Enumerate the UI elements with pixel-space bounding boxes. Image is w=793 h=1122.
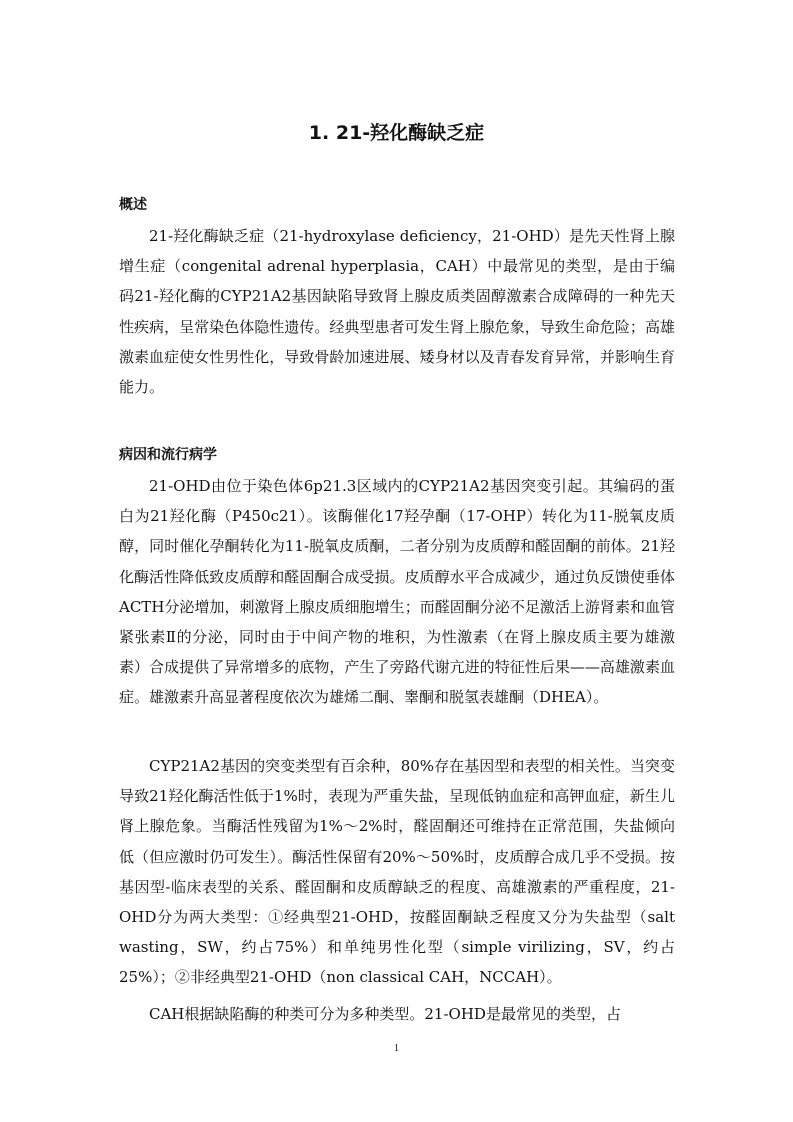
section-heading-overview: 概述	[119, 197, 147, 213]
page-title: 1. 21-羟化酶缺乏症	[308, 122, 485, 144]
page-number: 1	[394, 1043, 399, 1054]
etiology-paragraph-3: CAH根据缺陷酶的种类可分为多种类型。21-OHD是最常见的类型，占	[149, 1005, 621, 1023]
section-heading-etiology: 病因和流行病学	[119, 447, 217, 463]
overview-paragraph: 21-羟化酶缺乏症（21-hydroxylase deficiency，21-OHD）是先天性肾上腺增生症（congenital adrenal hyperplasia，CAH）中最常见的类型，是由于编码21-羟化酶的CYP21A2基因缺陷导致肾上腺皮质类固醇激素合成障碍的一种先天性疾病，呈常染色体隐性遗传。经典型患者可发生肾上腺危象，导致生命危险；高雄激素血症使女性男性化，导致骨龄加速进展、矮身材以及青春发育异常，并影响生育能力。	[119, 227, 675, 397]
etiology-paragraph-1: 21-OHD由位于染色体6p21.3区域内的CYP21A2基因突变引起。其编码的蛋白为21羟化酶（P450c21）。该酶催化17羟孕酮（17-OHP）转化为11-脱氧皮质醇，同时催化孕酮转化为11-脱氧皮质酮，二者分别为皮质醇和醛固酮的前体。21羟化酶活性降低致皮质醇和醛固酮合成受损。皮质醇水平合成减少，通过负反馈使垂体ACTH分泌增加，刺激肾上腺皮质细胞增生；而醛固酮分泌不足激活上游肾素和血管紧张素Ⅱ的分泌，同时由于中间产物的堆积，为性激素（在肾上腺皮质主要为雄激素）合成提供了异常增多的底物，产生了旁路代谢亢进的特征性后果——高雄激素血症。雄激素升高显著程度依次为雄烯二酮、睾酮和脱氢表雄酮（DHEA）。	[119, 477, 675, 707]
etiology-paragraph-2: CYP21A2基因的突变类型有百余种，80%存在基因型和表型的相关性。当突变导致21羟化酶活性低于1%时，表现为严重失盐，呈现低钠血症和高钾血症，新生儿肾上腺危象。当酶活性残留为1%～2%时，醛固酮还可维持在正常范围，失盐倾向低（但应激时仍可发生）。酶活性保留有20%～50%时，皮质醇合成几乎不受损。按基因型-临床表型的关系、醛固酮和皮质醇缺乏的程度、高雄激素的严重程度，21-OHD分为两大类型：①经典型21-OHD，按醛固酮缺乏程度又分为失盐型（salt wasting，SW，约占75%）和单纯男性化型（simple virilizing，SV，约占25%）；②非经典型21-OHD（non classical CAH，NCCAH）。	[119, 757, 675, 987]
